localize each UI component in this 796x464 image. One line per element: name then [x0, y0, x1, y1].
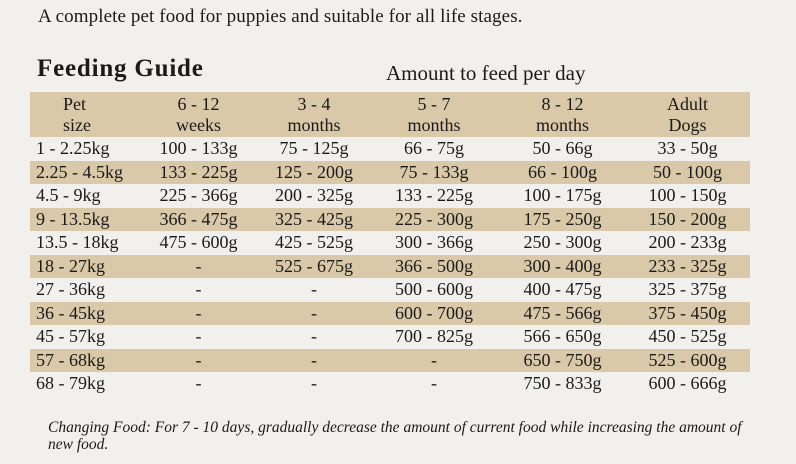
feeding-table-header [30, 92, 750, 137]
feed-amount-cell: 33 - 50g [657, 138, 718, 159]
feed-amount-cell: 525 - 675g [260, 255, 368, 279]
feed-amount-cell: 225 - 366g [159, 185, 238, 206]
feed-amount-cell: 750 - 833g [523, 373, 602, 394]
feed-amount-cell: 475 - 600g [159, 232, 238, 253]
feed-amount-cell: 300 - 366g [395, 232, 473, 253]
feed-amount-cell: 100 - 133g [159, 138, 238, 159]
feed-amount-cell: 400 - 475g [523, 279, 602, 300]
feed-amount-cell: - [311, 373, 317, 394]
pet-size-cell: 45 - 57kg [36, 326, 105, 347]
table-row [30, 184, 750, 208]
feed-amount-cell: 150 - 200g [625, 208, 750, 232]
pet-size-cell: 27 - 36kg [36, 279, 105, 300]
feed-amount-cell: 75 - 133g [368, 161, 500, 185]
feed-amount-cell: 566 - 650g [523, 326, 602, 347]
feed-amount-cell: - [195, 373, 202, 394]
feed-amount-cell: 450 - 525g [648, 326, 727, 347]
header-line-2: size [63, 114, 91, 135]
table-row [30, 302, 750, 326]
feed-amount-cell: 375 - 450g [625, 302, 750, 326]
pet-size-cell: 1 - 2.25kg [36, 138, 110, 159]
feed-amount-cell: - [311, 326, 317, 347]
feed-amount-cell: 50 - 66g [532, 138, 593, 159]
header-line-1: Pet [63, 93, 87, 114]
pet-size-cell: 4.5 - 9kg [36, 185, 101, 206]
feed-amount-cell: 325 - 425g [260, 208, 368, 232]
header-adult-dogs [625, 92, 750, 137]
table-row [30, 255, 750, 279]
table-row [30, 161, 750, 185]
header-line-2: Dogs [668, 114, 707, 135]
feed-amount-cell: 75 - 125g [279, 138, 349, 159]
feeding-guide-title: Feeding Guide [37, 55, 204, 82]
feed-amount-cell: 650 - 750g [500, 349, 625, 373]
pet-size-cell: 36 - 45kg [30, 302, 137, 326]
header-line-1: Adult [666, 93, 708, 114]
intro-text: A complete pet food for puppies and suitable for all life stages. [38, 6, 523, 27]
pet-size-cell: 2.25 - 4.5kg [30, 161, 137, 185]
header-5-7-months [368, 92, 500, 137]
feed-amount-cell: - [137, 349, 260, 373]
feed-amount-cell: 300 - 400g [500, 255, 625, 279]
header-3-4-months [260, 92, 368, 137]
table-row [30, 278, 750, 302]
feed-amount-cell: 475 - 566g [500, 302, 625, 326]
feed-amount-cell: 225 - 300g [368, 208, 500, 232]
changing-food-note: Changing Food: For 7 - 10 days, gradually decrease the amount of current food while increasing the amount of new food. [48, 419, 742, 453]
table-row [30, 137, 750, 161]
feed-amount-cell: 250 - 300g [523, 232, 602, 253]
feed-amount-cell: 700 - 825g [395, 326, 473, 347]
feed-amount-cell: 125 - 200g [260, 161, 368, 185]
header-line-2: months [535, 114, 589, 135]
feed-amount-cell: 175 - 250g [500, 208, 625, 232]
feed-amount-cell: 133 - 225g [137, 161, 260, 185]
feed-amount-cell: 425 - 525g [275, 232, 353, 253]
header-line-2: months [407, 114, 461, 135]
feed-amount-cell: - [260, 302, 368, 326]
feed-amount-cell: 66 - 100g [500, 161, 625, 185]
feed-amount-cell: - [311, 279, 317, 300]
pet-size-cell: 57 - 68kg [30, 349, 137, 373]
pet-size-cell: 68 - 79kg [36, 373, 105, 394]
feed-amount-cell: 525 - 600g [625, 349, 750, 373]
feed-amount-cell: 66 - 75g [404, 138, 464, 159]
table-row [30, 325, 750, 349]
feed-amount-cell: - [195, 279, 202, 300]
feed-amount-cell: 100 - 150g [648, 185, 727, 206]
feed-amount-cell: - [368, 349, 500, 373]
feed-amount-cell: - [431, 373, 437, 394]
feed-amount-cell: - [260, 349, 368, 373]
table-row [30, 349, 750, 373]
feed-amount-cell: - [195, 326, 202, 347]
feed-amount-cell: 500 - 600g [395, 279, 473, 300]
feed-amount-cell: 366 - 475g [137, 208, 260, 232]
header-pet-size [30, 92, 137, 137]
header-row [30, 92, 750, 137]
amount-per-day-title: Amount to feed per day [386, 61, 586, 85]
feed-amount-cell: 200 - 325g [275, 185, 353, 206]
pet-size-cell: 13.5 - 18kg [36, 232, 119, 253]
feed-amount-cell: 600 - 700g [368, 302, 500, 326]
header-8-12-months [500, 92, 625, 137]
header-6-12-weeks [137, 92, 260, 137]
header-line-1: 8 - 12 [541, 93, 584, 114]
feed-amount-cell: 200 - 233g [648, 232, 727, 253]
pet-size-cell: 9 - 13.5kg [30, 208, 137, 232]
feed-amount-cell: 600 - 666g [648, 373, 727, 394]
table-row [30, 208, 750, 232]
header-line-2: months [287, 114, 341, 135]
feed-amount-cell: 50 - 100g [625, 161, 750, 185]
header-line-1: 6 - 12 [177, 93, 220, 114]
feed-amount-cell: 325 - 375g [648, 279, 727, 300]
table-row [30, 372, 750, 396]
feed-amount-cell: 233 - 325g [625, 255, 750, 279]
header-line-1: 3 - 4 [297, 93, 331, 114]
pet-size-cell: 18 - 27kg [30, 255, 137, 279]
feed-amount-cell: 366 - 500g [368, 255, 500, 279]
feeding-table [30, 92, 750, 396]
feeding-table-body [30, 137, 750, 396]
header-line-2: weeks [176, 114, 221, 135]
table-row [30, 231, 750, 255]
feed-amount-cell: - [137, 255, 260, 279]
feed-amount-cell: 100 - 175g [523, 185, 602, 206]
feed-amount-cell: - [137, 302, 260, 326]
feed-amount-cell: 133 - 225g [395, 185, 473, 206]
header-line-1: 5 - 7 [417, 93, 451, 114]
